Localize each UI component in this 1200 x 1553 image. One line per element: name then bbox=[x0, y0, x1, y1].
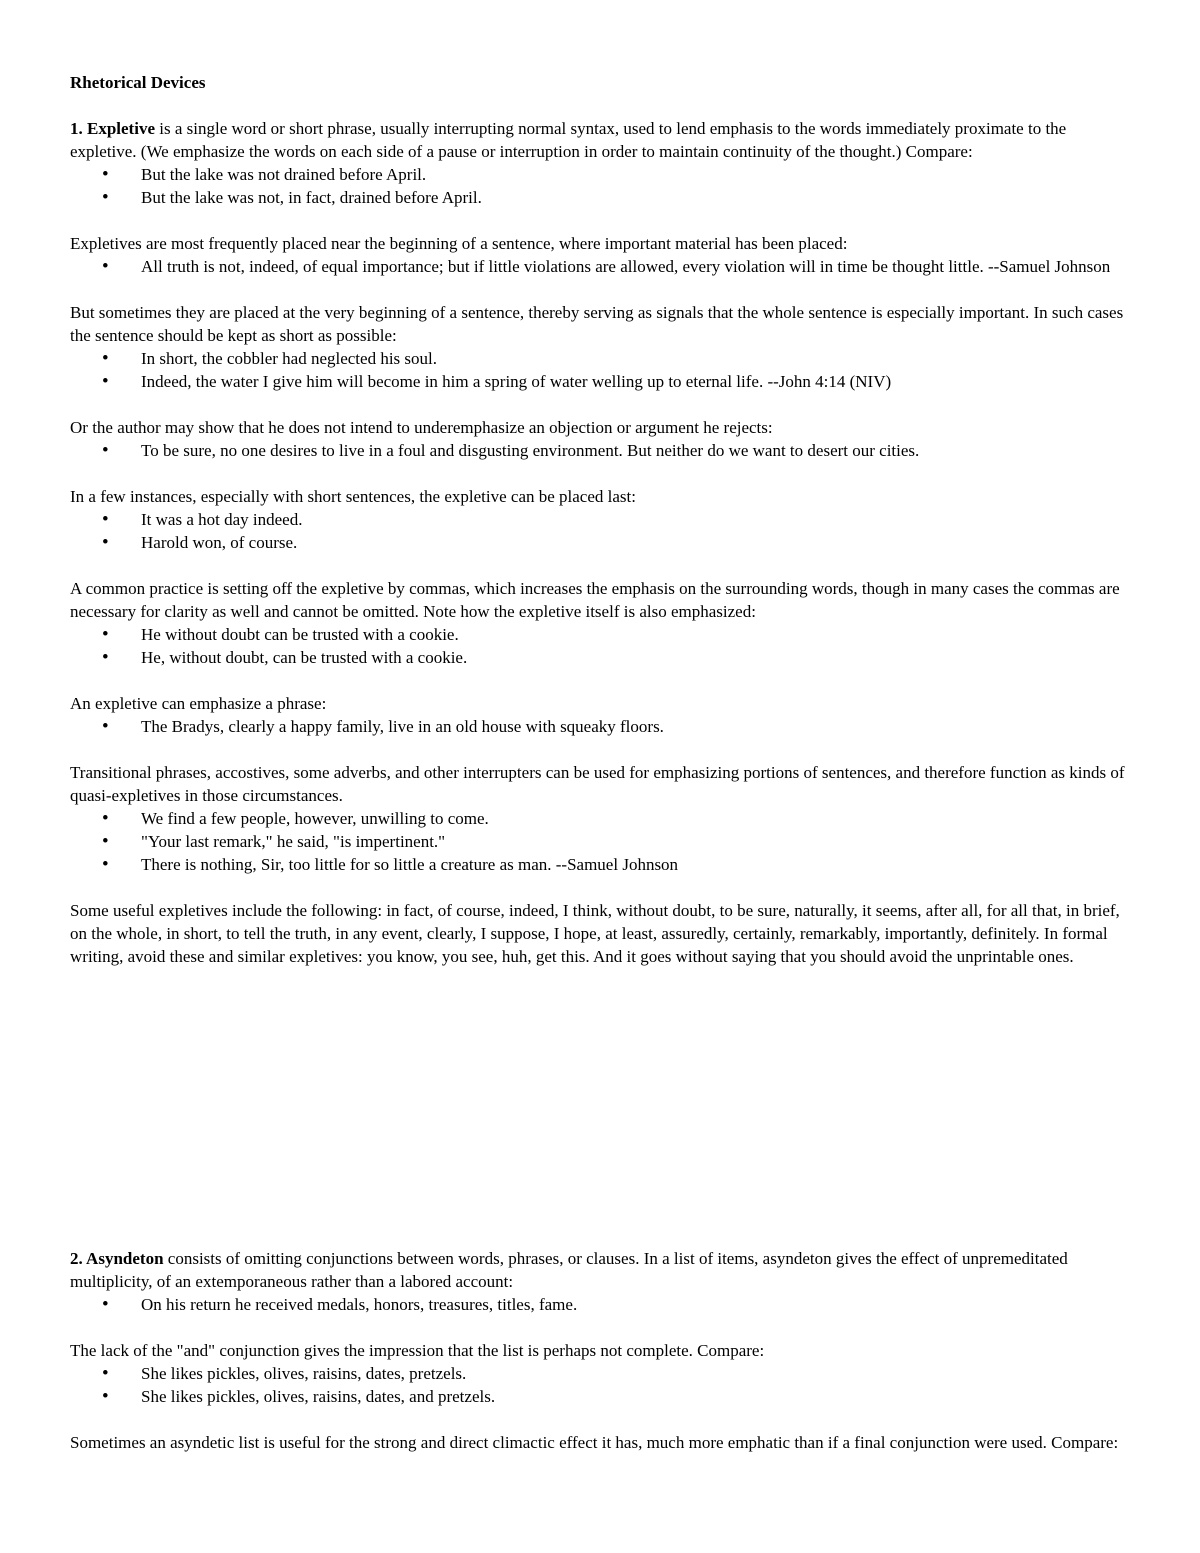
list-item: • It was a hot day indeed. bbox=[70, 508, 1132, 531]
list-item: • The Bradys, clearly a happy family, live in an old house with squeaky floors. bbox=[70, 715, 1132, 738]
example-list bbox=[70, 623, 1132, 669]
paragraph: Sometimes an asyndetic list is useful for the strong and direct climactic effect it has, much more emphatic than if a final conjunction were used. Compare: bbox=[70, 1433, 1119, 1452]
paragraph: Transitional phrases, accostives, some adverbs, and other interrupters can be used for emphasizing portions of sentences, and therefore function as kinds of quasi-expletives in those circumstances. bbox=[70, 763, 1125, 805]
list-item: • There is nothing, Sir, too little for so little a creature as man. --Samuel Johnson bbox=[70, 853, 1132, 876]
example-list bbox=[70, 715, 1132, 738]
expletive-term: 1. Expletive bbox=[70, 119, 155, 138]
paragraph: Expletives are most frequently placed near the beginning of a sentence, where important material has been placed: bbox=[70, 234, 848, 253]
list-item: • She likes pickles, olives, raisins, dates, pretzels. bbox=[70, 1362, 1132, 1385]
example-list bbox=[70, 163, 1132, 209]
example-list bbox=[70, 347, 1132, 393]
list-item: • All truth is not, indeed, of equal importance; but if little violations are allowed, every violation will in time be thought little. --Samuel Johnson bbox=[70, 255, 1132, 278]
paragraph: But sometimes they are placed at the very beginning of a sentence, thereby serving as signals that the whole sentence is especially important. In such cases the sentence should be kept as short as possible: bbox=[70, 303, 1124, 345]
list-item: • Indeed, the water I give him will become in him a spring of water welling up to eternal life. --John 4:14 (NIV) bbox=[70, 370, 1132, 393]
section-expletive bbox=[70, 71, 1132, 968]
page-title: Rhetorical Devices bbox=[70, 73, 206, 92]
expletive-intro: 1. Expletive is a single word or short phrase, usually interrupting normal syntax, used to lend emphasis to the words immediately proximate to the expletive. (We emphasize the words on each side of a pause or interruption in order to maintain continuity of the thought.) Compare: bbox=[70, 119, 1067, 161]
paragraph: A common practice is setting off the expletive by commas, which increases the emphasis on the surrounding words, though in many cases the commas are necessary for clarity as well and cannot be omitted. Note how the expletive itself is also emphasized: bbox=[70, 579, 1120, 621]
asyndeton-term: 2. Asyndeton bbox=[70, 1249, 164, 1268]
list-item: • She likes pickles, olives, raisins, dates, and pretzels. bbox=[70, 1385, 1132, 1408]
list-item: • He without doubt can be trusted with a cookie. bbox=[70, 623, 1132, 646]
example-list bbox=[70, 439, 1132, 462]
list-item: • In short, the cobbler had neglected his soul. bbox=[70, 347, 1132, 370]
paragraph: Or the author may show that he does not intend to underemphasize an objection or argument he rejects: bbox=[70, 418, 773, 437]
paragraph: Some useful expletives include the following: in fact, of course, indeed, I think, without doubt, to be sure, naturally, it seems, after all, for all that, in brief, on the whole, in short, to tell the truth, in any event, clearly, I suppose, I hope, at least, assuredly, certainly, remarkably, importantly, definitely. In formal writing, avoid these and similar expletives: you know, you see, huh, get this. And it goes without saying that you should avoid the unprintable ones. bbox=[70, 901, 1120, 966]
list-item: • To be sure, no one desires to live in a foul and disgusting environment. But neither do we want to desert our cities. bbox=[70, 439, 1132, 462]
example-list bbox=[70, 508, 1132, 554]
example-list bbox=[70, 255, 1132, 278]
list-item: • But the lake was not, in fact, drained before April. bbox=[70, 186, 1132, 209]
example-list bbox=[70, 807, 1132, 876]
paragraph: The lack of the "and" conjunction gives the impression that the list is perhaps not complete. Compare: bbox=[70, 1341, 765, 1360]
paragraph: An expletive can emphasize a phrase: bbox=[70, 694, 327, 713]
list-item: • But the lake was not drained before April. bbox=[70, 163, 1132, 186]
list-item: • He, without doubt, can be trusted with a cookie. bbox=[70, 646, 1132, 669]
paragraph: In a few instances, especially with short sentences, the expletive can be placed last: bbox=[70, 487, 636, 506]
example-list bbox=[70, 1293, 1132, 1316]
asyndeton-intro: 2. Asyndeton consists of omitting conjunctions between words, phrases, or clauses. In a list of items, asyndeton gives the effect of unpremeditated multiplicity, of an extemporaneous rather than a labored account: bbox=[70, 1249, 1068, 1291]
list-item: • On his return he received medals, honors, treasures, titles, fame. bbox=[70, 1293, 1132, 1316]
example-list bbox=[70, 1362, 1132, 1408]
section-asyndeton bbox=[70, 1247, 1132, 1454]
list-item: • Harold won, of course. bbox=[70, 531, 1132, 554]
list-item: • "Your last remark," he said, "is impertinent." bbox=[70, 830, 1132, 853]
list-item: • We find a few people, however, unwilling to come. bbox=[70, 807, 1132, 830]
